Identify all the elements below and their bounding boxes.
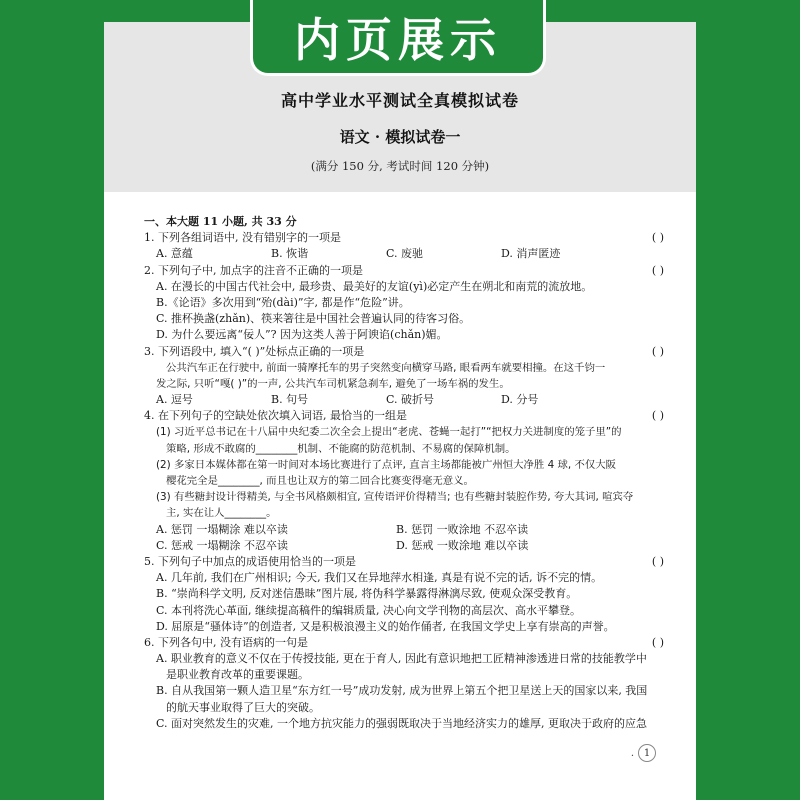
option: A. 在漫长的中国古代社会中, 最珍贵、最美好的友谊(yì)必定产生在朔北和南荒的流放地。 <box>156 279 593 293</box>
question-stem: 5. 下列句子中加点的成语使用恰当的一项是 <box>144 554 356 568</box>
question-stem: 1. 下列各组词语中, 没有错别字的一项是 <box>144 231 341 245</box>
exam-body <box>144 214 664 732</box>
question-4-options-row2 <box>144 538 664 554</box>
option: B. 惩罚 一败涂地 不忍卒读 <box>396 522 529 536</box>
option: C. 推杯换盏(zhǎn)、筷来箸往是中国社会普遍认同的待客习俗。 <box>156 312 471 326</box>
sentence-line: 主, 实在让人________。 <box>166 507 277 520</box>
option: A. 逗号 <box>156 393 193 407</box>
option: D. 分号 <box>501 393 539 407</box>
option: D. 消声匿迹 <box>501 247 561 261</box>
answer-blank: ( ) <box>651 344 664 358</box>
exam-title: 高中学业水平测试全真模拟试卷 <box>280 91 519 110</box>
exam-info: (满分 150 分, 考试时间 120 分钟) <box>310 159 490 173</box>
option: B. “崇尚科学文明, 反对迷信愚昧”图片展, 将伪科学暴露得淋漓尽致, 使观众深受教育。 <box>156 587 578 601</box>
option: A. 职业教育的意义不仅在于传授技能, 更在于育人, 因此有意识地把工匠精神渗透进日常的技能教学中 <box>156 652 647 666</box>
page-number <box>631 744 656 762</box>
answer-blank: ( ) <box>651 263 664 277</box>
section-heading: 一、本大题 11 小题, 共 33 分 <box>144 215 297 228</box>
sentence-line: (3) 有些糖封设计得精美, 与全书风格颇相宜, 宣传语评价得精当; 也有些糖封装腔作势, 夸大其词, 喧宾夺 <box>156 491 634 504</box>
question-1 <box>144 230 664 246</box>
question-4-options-row1 <box>144 522 664 538</box>
exam-subtitle: 语文 · 模拟试卷一 <box>339 128 461 146</box>
option: D. 屈原是“骚体诗”的创造者, 又是积极浪漫主义的始作俑者, 在我国文学史上享有崇高的声誉。 <box>156 619 615 633</box>
answer-blank: ( ) <box>651 635 664 649</box>
passage-line: 发之际, 只听“嘎( )”的一声, 公共汽车司机紧急刹车, 避免了一场车祸的发生。 <box>156 377 510 390</box>
sentence-line: 樱花完全是________, 而且也让双方的第二回合比赛变得毫无意义。 <box>166 475 474 487</box>
option: B. 句号 <box>271 393 309 407</box>
option: D. 惩戒 一败涂地 难以卒读 <box>396 538 529 552</box>
sentence-line: (1) 习近平总书记在十八届中央纪委二次全会上提出“老虎、苍蝇一起打”“把权力关进制度的笼子里”的 <box>156 426 622 439</box>
option: D. 为什么要远离“佞人”? 因为这类人善于阿谀谄(chǎn)媚。 <box>156 328 448 342</box>
option: C. 面对突然发生的灾难, 一个地方抗灾能力的强弱既取决于当地经济实力的雄厚, 更取决于政府的应急 <box>156 716 648 730</box>
page-number-circle: 1 <box>638 744 656 762</box>
question-6 <box>144 635 664 651</box>
option: C. 本刊将洗心革面, 继续提高稿件的编辑质量, 决心向文学刊物的高层次、高水平攀登。 <box>156 603 582 617</box>
option: B. 恢谐 <box>271 247 309 261</box>
question-3 <box>144 344 664 360</box>
question-3-options <box>144 392 664 408</box>
option: C. 惩戒 一塌糊涂 不忍卒读 <box>156 538 289 552</box>
option-continued: 是职业教育改革的重要课题。 <box>166 668 309 682</box>
question-stem: 6. 下列各句中, 没有语病的一句是 <box>144 635 308 649</box>
option: C. 破折号 <box>386 393 435 407</box>
option: A. 意蕴 <box>156 247 193 261</box>
exam-page <box>104 22 696 800</box>
sentence-line: (2) 多家日本媒体都在第一时间对本场比赛进行了点评, 直言主场都能被广州恒大净胜 4 球, 不仅大阪 <box>156 458 617 471</box>
question-stem: 3. 下列语段中, 填入“( )”处标点正确的一项是 <box>144 344 365 358</box>
badge-label: 内页展示 <box>294 12 502 67</box>
option: A. 惩罚 一塌糊涂 难以卒读 <box>156 522 288 536</box>
option: B. 自从我国第一颗人造卫星“东方红一号”成功发射, 成为世界上第五个把卫星送上天的国家以来, 我国 <box>156 684 648 698</box>
question-5 <box>144 554 664 570</box>
question-2 <box>144 263 664 279</box>
option: C. 废驰 <box>386 247 424 261</box>
question-stem: 2. 下列句子中, 加点字的注音不正确的一项是 <box>144 263 363 277</box>
page-dots: . <box>630 747 634 759</box>
passage-line: 公共汽车正在行驶中, 前面一骑摩托车的男子突然变向横穿马路, 眼看两车就要相撞。在这千钧一 <box>166 361 606 374</box>
option-continued: 的航天事业取得了巨大的突破。 <box>166 700 320 714</box>
sentence-line: 策略, 形成不敢腐的________机制、不能腐的防范机制、不易腐的保障机制。 <box>166 442 516 455</box>
option: B.《论语》多次用到“殆(dài)”字, 都是作“危险”讲。 <box>156 295 410 309</box>
question-1-options <box>144 246 664 262</box>
answer-blank: ( ) <box>651 231 664 245</box>
showcase-badge <box>250 0 546 76</box>
answer-blank: ( ) <box>651 554 664 568</box>
option: A. 几年前, 我们在广州相识; 今天, 我们又在异地萍水相逢, 真是有说不完的话, 诉不完的情。 <box>156 571 603 585</box>
answer-blank: ( ) <box>651 409 664 423</box>
question-4 <box>144 408 664 424</box>
question-stem: 4. 在下列句子的空缺处依次填入词语, 最恰当的一组是 <box>144 409 407 423</box>
